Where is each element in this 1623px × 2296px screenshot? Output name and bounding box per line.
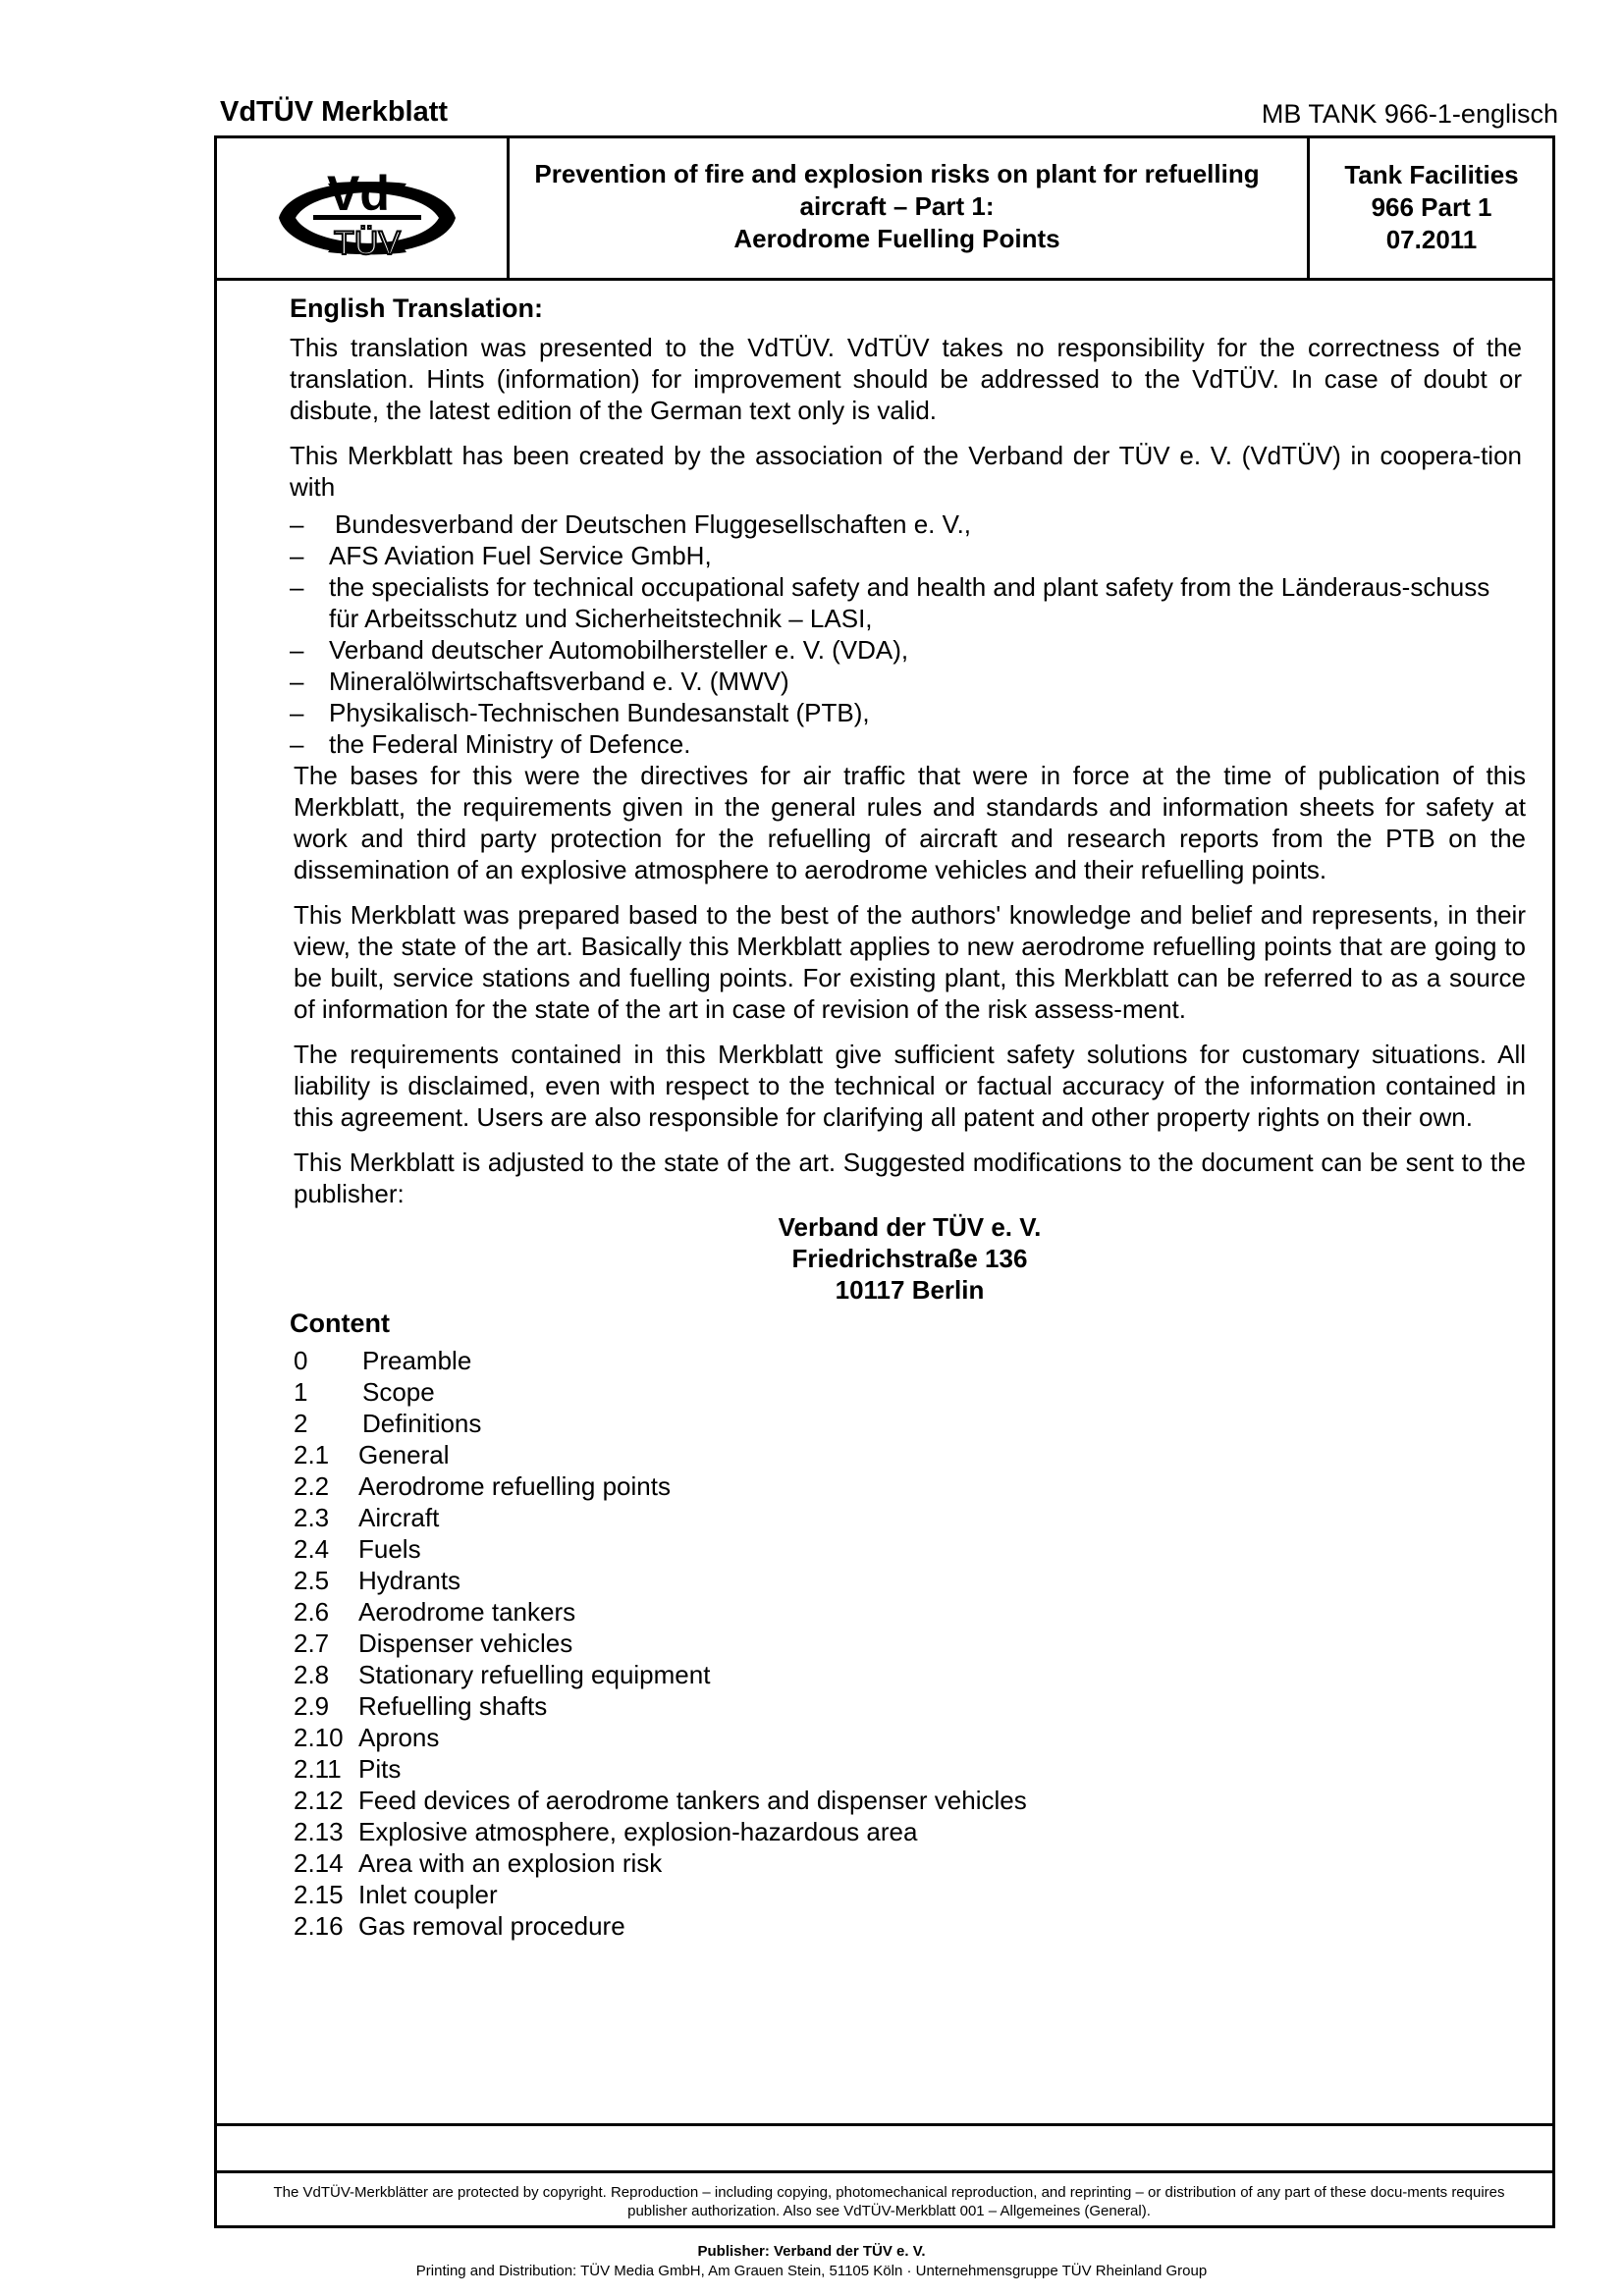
list-dash: –	[290, 635, 304, 665]
toc-entry-title: Definitions	[362, 1409, 482, 1438]
toc-entry	[294, 1470, 1542, 1502]
document-code: MB TANK 966-1-englisch	[1261, 99, 1558, 129]
toc-entry-title: Aprons	[358, 1723, 440, 1752]
toc-entry	[294, 1847, 1542, 1879]
toc-entry	[294, 1596, 1542, 1628]
toc-entry-number: 2.15	[294, 1880, 344, 1909]
address-line: Verband der TÜV e. V.	[778, 1212, 1042, 1242]
toc-entry-number: 2.8	[294, 1660, 330, 1689]
list-item: – the specialists for technical occupational safety and health and plant safety from the Länderaus-schuss für Arbeitsschutz und Sicherheitstechnik – LASI,	[290, 572, 1490, 633]
toc-entry-title: Preamble	[362, 1346, 472, 1375]
category-line: Tank Facilities	[1344, 160, 1519, 189]
toc-entry-number: 2.10	[294, 1723, 344, 1752]
list-dash: –	[290, 572, 304, 602]
toc-entry-number: 2.4	[294, 1534, 330, 1564]
toc-entry-title: Fuels	[358, 1534, 421, 1564]
toc-entry-title: Feed devices of aerodrome tankers and dispenser vehicles	[358, 1786, 1027, 1815]
list-dash: –	[290, 509, 304, 539]
svg-text:TÜV: TÜV	[334, 225, 401, 262]
toc-entry	[294, 1408, 1542, 1439]
list-item: – AFS Aviation Fuel Service GmbH,	[290, 541, 712, 570]
paragraph: This Merkblatt is adjusted to the state of the art. Suggested modifications to the document can be sent to the publisher:	[294, 1148, 1526, 1208]
toc-entry-title: General	[358, 1440, 450, 1469]
address-line: 10117 Berlin	[835, 1275, 985, 1305]
toc-entry-number: 2.14	[294, 1848, 344, 1878]
creation-note: This Merkblatt has been created by the association of the Verband der TÜV e. V. (VdTÜV) in coopera-tion with	[290, 441, 1522, 502]
list-item: – Mineralölwirtschaftsverband e. V. (MWV)	[290, 667, 789, 696]
toc-entry-number: 2.2	[294, 1471, 330, 1501]
publisher-line: Publisher: Verband der TÜV e. V.	[697, 2243, 926, 2260]
title-line: Aerodrome Fuelling Points	[733, 224, 1060, 253]
list-item: – the Federal Ministry of Defence.	[290, 729, 691, 759]
toc-entry	[294, 1753, 1542, 1785]
toc-entry	[294, 1879, 1542, 1910]
toc-entry-title: Aerodrome tankers	[358, 1597, 576, 1627]
category-line: 07.2011	[1385, 225, 1478, 254]
toc-entry	[294, 1502, 1542, 1533]
list-item: – Bundesverband der Deutschen Fluggesellschaften e. V.,	[290, 509, 972, 539]
toc-entry	[294, 1910, 1542, 1942]
toc-entry-number: 2.5	[294, 1566, 330, 1595]
category-line: 966 Part 1	[1371, 192, 1492, 222]
toc-entry-title: Scope	[362, 1377, 435, 1407]
toc-entry-title: Pits	[358, 1754, 402, 1784]
toc-entry	[294, 1816, 1542, 1847]
copyright-notice: The VdTÜV-Merkblätter are protected by copyright. Reproduction – including copying, photomechanical reproduction, and reprinting – or distribution of any part of these docu-ments requires publisher authorization. Also see VdTÜV-Merkblatt 001 – Allgemeines (General).	[273, 2184, 1505, 2219]
toc-entry-number: 2.3	[294, 1503, 330, 1532]
toc-entry	[294, 1785, 1542, 1816]
document-type-title: VdTÜV Merkblatt	[220, 96, 449, 128]
paragraph: This Merkblatt was prepared based to the best of the authors' knowledge and belief and represents, in their view, the state of the art. Basically this Merkblatt applies to new aerodrome refuelling points that are going to be built, service stations and fuelling points. For existing plant, this Merkblatt can be referred to as a source of information for the state of the art in case of revision of the risk assess-ment.	[294, 900, 1526, 1024]
toc-entry	[294, 1565, 1542, 1596]
toc-entry-number: 2.16	[294, 1911, 344, 1941]
toc-entry	[294, 1659, 1542, 1690]
toc-entry-title: Dispenser vehicles	[358, 1629, 573, 1658]
toc-entry-title: Aircraft	[358, 1503, 440, 1532]
translation-note: This translation was presented to the VdTÜV. VdTÜV takes no responsibility for the correctness of the translation. Hints (information) for improvement should be addressed to the VdTÜV. In case of doubt or disbute, the latest edition of the German text only is valid.	[290, 333, 1522, 425]
toc-entry-title: Stationary refuelling equipment	[358, 1660, 711, 1689]
toc-entry-title: Area with an explosion risk	[358, 1848, 663, 1878]
printing-line: Printing and Distribution: TÜV Media GmbH, Am Grauen Stein, 51105 Köln · Unternehmensgruppe TÜV Rheinland Group	[415, 2263, 1208, 2279]
toc-entry-title: Gas removal procedure	[358, 1911, 625, 1941]
cooperation-list	[290, 508, 1542, 760]
toc-entry-title: Aerodrome refuelling points	[358, 1471, 671, 1501]
title-line: Prevention of fire and explosion risks on plant for refuelling	[534, 159, 1260, 188]
toc-entry	[294, 1439, 1542, 1470]
toc-entry	[294, 1722, 1542, 1753]
title-line: aircraft – Part 1:	[799, 191, 995, 221]
toc-entry	[294, 1533, 1542, 1565]
svg-text:Vd: Vd	[327, 166, 390, 221]
paragraph: The requirements contained in this Merkblatt give sufficient safety solutions for customary situations. All liability is disclaimed, even with respect to the technical or factual accuracy of the information contained in this agreement. Users are also responsible for clarifying all patent and other property rights on their own.	[294, 1040, 1526, 1132]
list-dash: –	[290, 729, 304, 759]
document-title	[295, 158, 1306, 255]
list-item: – Physikalisch-Technischen Bundesanstalt (PTB),	[290, 698, 870, 727]
document-category	[1308, 159, 1555, 256]
toc-entry-number: 2.9	[294, 1691, 330, 1721]
toc-entry-number: 0	[294, 1346, 308, 1375]
footer-divider-bottom	[217, 2170, 1552, 2173]
address-line: Friedrichstraße 136	[791, 1244, 1028, 1273]
list-item: – Verband deutscher Automobilhersteller e. V. (VDA),	[290, 635, 909, 665]
paragraph: The bases for this were the directives for air traffic that were in force at the time of publication of this Merkblatt, the requirements given in the general rules and standards and information sheets for safety at work and third party protection for the refuelling of aircraft and research reports from the PTB on the dissemination of an explosive atmosphere to aerodrome vehicles and their refuelling points.	[294, 761, 1526, 884]
toc-entry	[294, 1628, 1542, 1659]
toc-entry-number: 2	[294, 1409, 308, 1438]
content-heading: Content	[290, 1308, 390, 1338]
toc-entry-number: 2.12	[294, 1786, 344, 1815]
publisher-address	[294, 1211, 1526, 1306]
toc-entry	[294, 1690, 1542, 1722]
translation-heading: English Translation:	[290, 294, 544, 323]
toc-entry-title: Refuelling shafts	[358, 1691, 548, 1721]
toc-entry-number: 2.6	[294, 1597, 330, 1627]
list-dash: –	[290, 667, 304, 696]
list-dash: –	[290, 541, 304, 570]
toc-entry-title: Hydrants	[358, 1566, 461, 1595]
toc-entry-number: 2.1	[294, 1440, 330, 1469]
toc-entry-number: 2.7	[294, 1629, 330, 1658]
toc-entry-number: 2.11	[294, 1754, 342, 1784]
list-dash: –	[290, 698, 304, 727]
toc-entry-number: 2.13	[294, 1817, 344, 1846]
toc-entry-title: Explosive atmosphere, explosion-hazardous area	[358, 1817, 918, 1846]
toc-entry-title: Inlet coupler	[358, 1880, 498, 1909]
toc-entry-number: 1	[294, 1377, 308, 1407]
table-of-contents	[294, 1345, 1542, 1942]
footer-divider-top	[217, 2123, 1552, 2126]
toc-entry	[294, 1345, 1542, 1376]
main-content	[290, 293, 1542, 1942]
toc-entry	[294, 1376, 1542, 1408]
